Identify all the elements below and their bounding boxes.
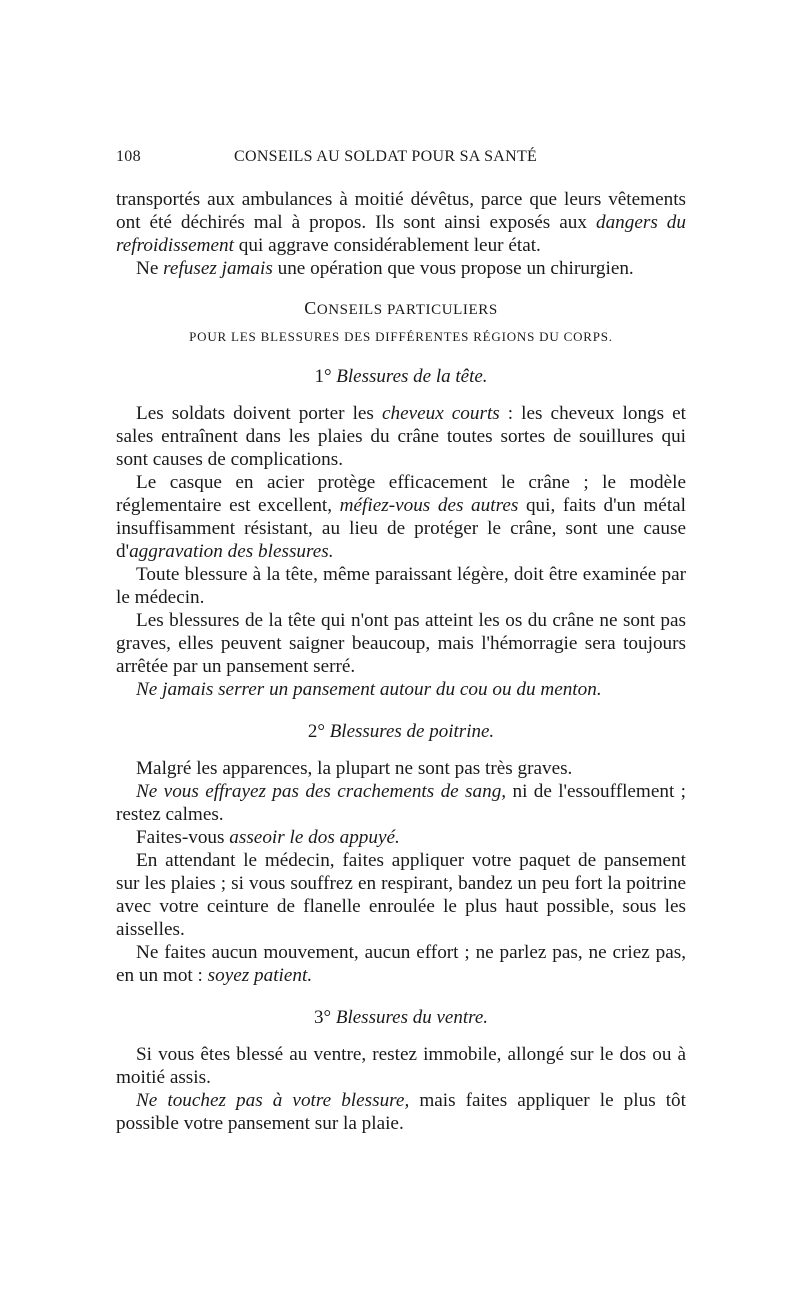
paragraph: Les soldats doivent porter les cheveux courts : les cheveux longs et sales entraînent dans les plaies du crâne toutes sortes de souillures qui sont causes de complications. bbox=[116, 403, 687, 470]
page-number: 108 bbox=[116, 148, 141, 165]
running-head bbox=[116, 148, 686, 166]
heading-head-wounds: 1° Blessures de la tête. bbox=[314, 366, 488, 387]
intro-paragraph-1: transportés aux ambulances à moitié dévêtus, parce que leurs vêtements ont été déchirés mal à propos. Ils sont ainsi exposés aux dangers du refroidissement qui aggrave considérablement leur état. bbox=[116, 189, 686, 256]
paragraph: Le casque en acier protège efficacement le crâne ; le modèle réglementaire est excellent, méfiez-vous des autres qui, faits d'un métal insuffisamment résistant, au lieu de protéger le crâne, sont une cause d'aggravation des blessures. bbox=[116, 472, 686, 562]
paragraph: Les blessures de la tête qui n'ont pas atteint les os du crâne ne sont pas graves, elles peuvent saigner beaucoup, mais l'hémorragie sera toujours arrêtée par un pansement serré. bbox=[116, 610, 686, 677]
paragraph: Ne vous effrayez pas des crachements de sang, ni de l'essoufflement ; restez calmes. bbox=[116, 781, 686, 825]
heading-chest-wounds: 2° Blessures de poitrine. bbox=[307, 721, 495, 742]
paragraph: En attendant le médecin, faites appliquer votre paquet de pansement sur les plaies ; si vous souffrez en respirant, bandez un peu fort la poitrine avec votre ceinture de flanelle enroulée le plus haut possible, sous les aisselles. bbox=[116, 850, 686, 940]
paragraph: Toute blessure à la tête, même paraissant légère, doit être examinée par le médecin. bbox=[116, 564, 686, 608]
heading-abdomen-wounds: 3° Blessures du ventre. bbox=[314, 1007, 488, 1028]
paragraph-warning: Ne jamais serrer un pansement autour du cou ou du menton. bbox=[136, 679, 602, 700]
paragraph: Malgré les apparences, la plupart ne sont pas très graves. bbox=[136, 758, 573, 779]
paragraph: Ne touchez pas à votre blessure, mais faites appliquer le plus tôt possible votre pansement sur la plaie. bbox=[116, 1090, 686, 1134]
intro-paragraph-2: Ne refusez jamais une opération que vous propose un chirurgien. bbox=[136, 258, 634, 279]
section-subtitle: POUR LES BLESSURES DES DIFFÉRENTES RÉGIONS DU CORPS. bbox=[189, 329, 613, 344]
paragraph: Faites-vous asseoir le dos appuyé. bbox=[136, 827, 400, 848]
paragraph: Si vous êtes blessé au ventre, restez immobile, allongé sur le dos ou à moitié assis. bbox=[116, 1044, 686, 1088]
book-page bbox=[116, 148, 686, 1135]
running-head-title: CONSEILS AU SOLDAT POUR SA SANTÉ bbox=[234, 148, 538, 165]
section-title: CONSEILS PARTICULIERS bbox=[304, 298, 498, 318]
paragraph: Ne faites aucun mouvement, aucun effort ; ne parlez pas, ne criez pas, en un mot : soyez patient. bbox=[116, 942, 686, 986]
